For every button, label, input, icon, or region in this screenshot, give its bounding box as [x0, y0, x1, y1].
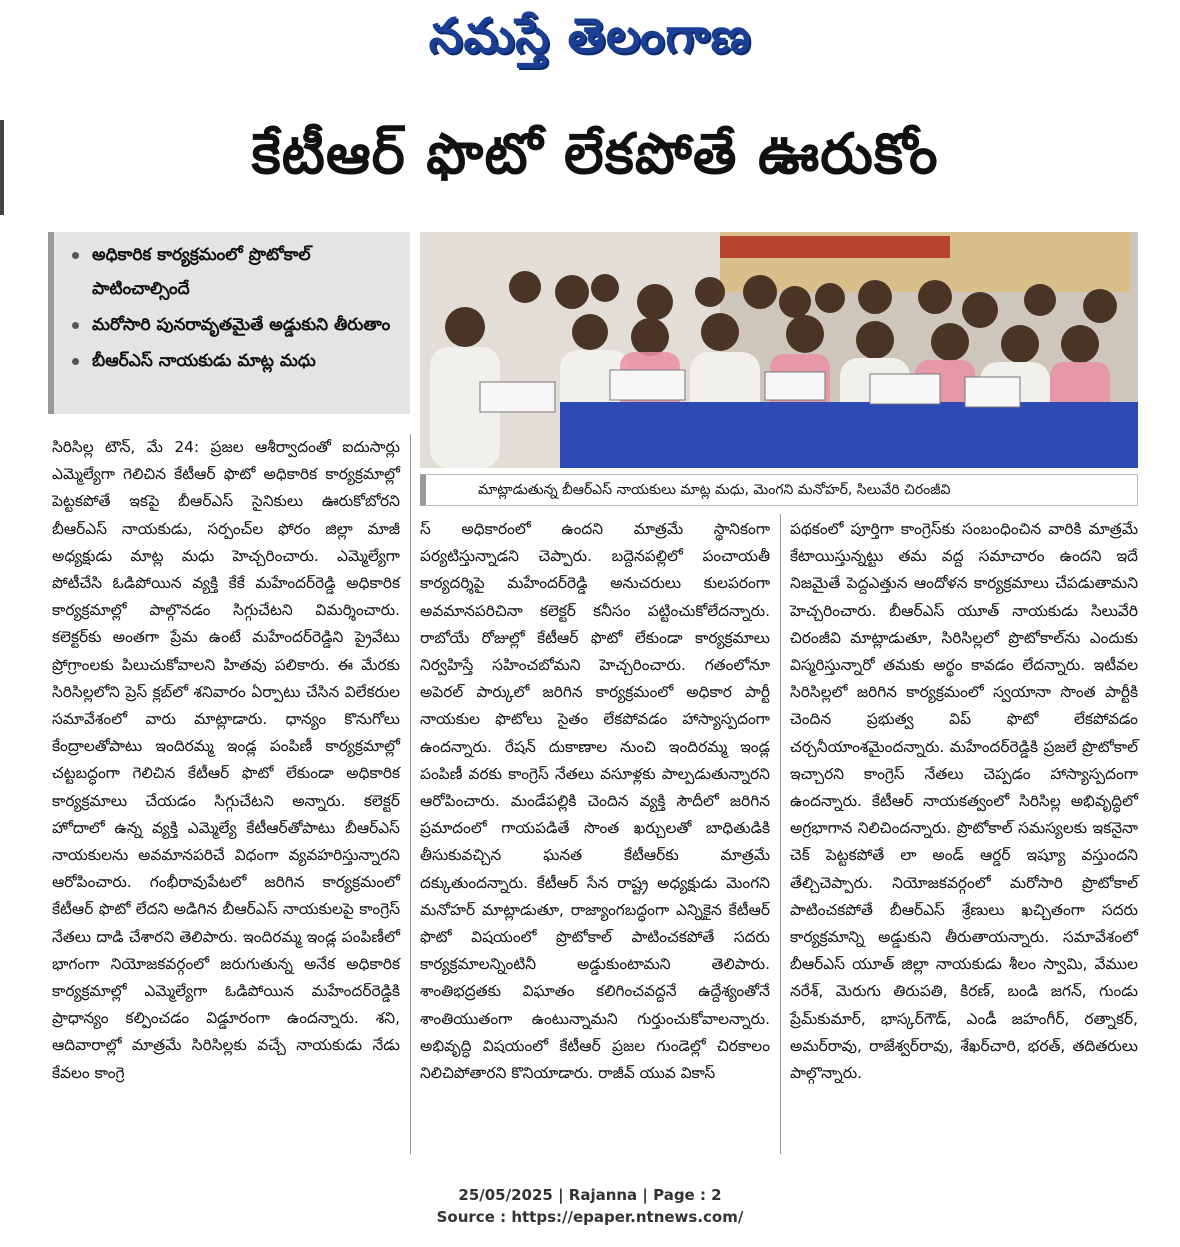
- column-divider: [410, 434, 411, 1154]
- highlight-item: అధికారిక కార్యక్రమంలో ప్రొటోకాల్ పాటించాల్సిందే: [62, 238, 402, 306]
- article-column-2: స్ అధికారంలో ఉందని మాత్రమే స్థానికంగా పర్యటిస్తున్నాడని చెప్పారు. బద్దెనపల్లిలో పంచాయతీ కార్యదర్శిపై మహేందర్‌రెడ్డి అనుచరులు కులపరంగా అవమానపరిచినా కలెక్టర్ కనీసం పట్టించుకోలేదన్నారు. రాబోయే రోజుల్లో కేటీఆర్ ఫొటో లేకుండా కార్యక్రమాలు నిర్వహిస్తే సహించబోమని హెచ్చరించారు. గతంలోనూ అపెరల్ పార్కులో జరిగిన కార్యక్రమంలో అధికార పార్టీ నాయకుల ఫొటోలు సైతం లేకపోవడం హాస్యాస్పదంగా ఉందన్నారు. రేషన్ దుకాణాల నుంచి ఇందిరమ్మ ఇండ్ల పంపిణీ వరకు కాంగ్రెస్ నేతలు వసూళ్లకు పాల్పడుతున్నారని ఆరోపించారు. మండేపల్లికి చెందిన వ్యక్తి సౌదీలో జరిగిన ప్రమాదంలో గాయపడితే సొంత ఖర్చులతో బాధితుడికి తీసుకువచ్చిన ఘనత కేటీఆర్‌కు మాత్రమే దక్కుతుందన్నారు. కేటీఆర్ సేన రాష్ట్ర అధ్యక్షుడు మెంగని మనోహర్ మాట్లాడుతూ, రాజ్యాంగబద్ధంగా ఎన్నికైన కేటీఆర్ ఫొటో విషయంలో ప్రొటోకాల్ పాటించకపోతే సదరు కార్యక్రమాలన్నింటినీ అడ్డుకుంటామని తెలిపారు. శాంతిభద్రతకు విఘాతం కలిగించవద్దనే ఉద్దేశ్యంతోనే శాంతియుతంగా ఉంటున్నామని గుర్తుంచుకోవాలన్నారు. అభివృద్ధి విషయంలో కేటీఆర్ ప్రజల గుండెల్లో చిరకాలం నిలిచిపోతారని కొనియాడారు. రాజీవ్ యువ వికాస్: [420, 520, 770, 1083]
- news-photo: [420, 232, 1138, 468]
- highlights-box: [48, 232, 410, 414]
- article-column-3: పథకంలో పూర్తిగా కాంగ్రెస్‌కు సంబంధించిన వారికి మాత్రమే కేటాయిస్తున్నట్టు తమ వద్ద సమాచారం ఉందని ఇదే నిజమైతే పెద్దఎత్తున ఆందోళన కార్యక్రమాలు చేపడుతామని హెచ్చరించారు. బీఆర్ఎస్ యూత్ నాయకుడు సిలువేరి చిరంజీవి మాట్లాడుతూ, సిరిసిల్లలో ప్రొటోకాల్‌ను ఎందుకు విస్మరిస్తున్నారో తమకు అర్థం కావడం లేదన్నారు. ఇటీవల సిరిసిల్లలో జరిగిన కార్యక్రమంలో స్వయానా సొంత పార్టీకి చెందిన ప్రభుత్వ విప్ ఫొటో లేకపోవడం చర్చనీయాంశమైందన్నారు. మహేందర్‌రెడ్డికి ప్రజలే ప్రొటోకాల్ ఇచ్చారని కాంగ్రెస్ నేతలు చెప్పడం హాస్యాస్పదంగా ఉందన్నారు. కేటీఆర్ నాయకత్వంలో సిరిసిల్ల అభివృద్ధిలో అగ్రభాగాన నిలిచిందన్నారు. ప్రొటోకాల్ సమస్యలకు ఇకనైనా చెక్ పెట్టకపోతే లా అండ్ ఆర్డర్ ఇష్యూ వస్తుందని తేల్చిచెప్పారు. నియోజకవర్గంలో మరోసారి ప్రొటోకాల్ పాటించకపోతే బీఆర్ఎస్ శ్రేణులు ఖచ్చితంగా సదరు కార్యక్రమాన్ని అడ్డుకుని తీరుతాయన్నారు. సమావేశంలో బీఆర్ఎస్ యూత్ జిల్లా నాయకుడు శీలం స్వామి, వేముల నరేశ్, మెరుగు తిరుపతి, కిరణ్, బండి జగన్, గుండు ప్రేమ్‌కుమార్, భాస్కర్‌గౌడ్, ఎండీ జహంగీర్, రత్నాకర్, అమర్‌రావు, రాజేశ్వర్‌రావు, శేఖర్‌చారి, భరత్, తదితరులు పాల్గొన్నారు.: [790, 520, 1138, 1083]
- highlight-item: మరోసారి పునరావృతమైతే అడ్డుకుని తీరుతాం: [62, 308, 402, 342]
- article-column-1: సిరిసిల్ల టౌన్, మే 24: ప్రజల ఆశీర్వాదంతో ఐదుసార్లు ఎమ్మెల్యేగా గెలిచిన కేటీఆర్ ఫొటో అధికారిక కార్యక్రమాల్లో పెట్టకపోతే ఇకపై బీఆర్ఎస్ సైనికులు ఊరుకోబోరని బీఆర్ఎస్ నాయకుడు, సర్పంచ్‌ల ఫోరం జిల్లా మాజీ అధ్యక్షుడు మాట్ల మధు హెచ్చరించారు. ఎమ్మెల్యేగా పోటీచేసి ఓడిపోయిన వ్యక్తి కేకే మహేందర్‌రెడ్డి అధికారిక కార్యక్రమాల్లో పాల్గొనడం సిగ్గుచేటని విమర్శించారు. కలెక్టర్‌కు అంతగా ప్రేమ ఉంటే మహేందర్‌రెడ్డిని ప్రైవేటు ప్రోగ్రాంలకు పిలుచుకోవాలని హితవు పలికారు. ఈ మేరకు సిరిసిల్లలోని ప్రెస్ క్లబ్‌లో శనివారం ఏర్పాటు చేసిన విలేకరుల సమావేశంలో వారు మాట్లాడారు. ధాన్యం కొనుగోలు కేంద్రాలతోపాటు ఇందిరమ్మ ఇండ్ల పంపిణీ కార్యక్రమాల్లో చట్టబద్ధంగా గెలిచిన కేటీఆర్ ఫొటో లేకుండా అధికారిక కార్యక్రమాలు చేయడం సిగ్గుచేటని అన్నారు. కలెక్టర్ హోదాలో ఉన్న వ్యక్తి ఎమ్మెల్యే కేటీఆర్‌తోపాటు బీఆర్ఎస్ నాయకులను అవమానపరిచే విధంగా వ్యవహరిస్తున్నారని ఆరోపించారు. గంభీరావుపేటలో జరిగిన కార్యక్రమంలో కేటీఆర్ ఫొటో లేదని అడిగిన బీఆర్ఎస్ నాయకులపై కాంగ్రెస్ నేతలు దాడి చేశారని తెలిపారు. ఇందిరమ్మ ఇండ్ల పంపిణీలో భాగంగా నియోజకవర్గంలో జరుగుతున్న అనేక అధికారిక కార్యక్రమాల్లో ఎమ్మెల్యేగా ఓడిపోయిన మహేందర్‌రెడ్డికి ప్రాధాన్యం కల్పించడం విడ్డూరంగా ఉందన్నారు. శని, ఆదివారాల్లో మాత్రమే సిరిసిల్లకు వచ్చే నాయకుడు నేడు కేవలం కాంగ్రె: [52, 438, 400, 1082]
- source-link[interactable]: Source : https://epaper.ntnews.com/: [436, 1208, 744, 1226]
- highlight-item: బీఆర్ఎస్ నాయకుడు మాట్ల మధు: [62, 344, 402, 378]
- photo-caption: మాట్లాడుతున్న బీఆర్ఎస్ నాయకులు మాట్ల మధు, మెంగని మనోహర్, సిలువేరి చిరంజీవి: [420, 474, 1138, 506]
- news-photo-illustration: [420, 232, 1138, 468]
- margin-rule: [0, 120, 4, 215]
- masthead-logo: నమస్తే తెలంగాణ: [428, 8, 752, 64]
- column-divider: [780, 514, 781, 1154]
- edition-info: 25/05/2025 | Rajanna | Page : 2: [458, 1186, 722, 1204]
- article-headline: కేటీఆర్ ఫొటో లేకపోతే ఊరుకోం: [251, 122, 939, 187]
